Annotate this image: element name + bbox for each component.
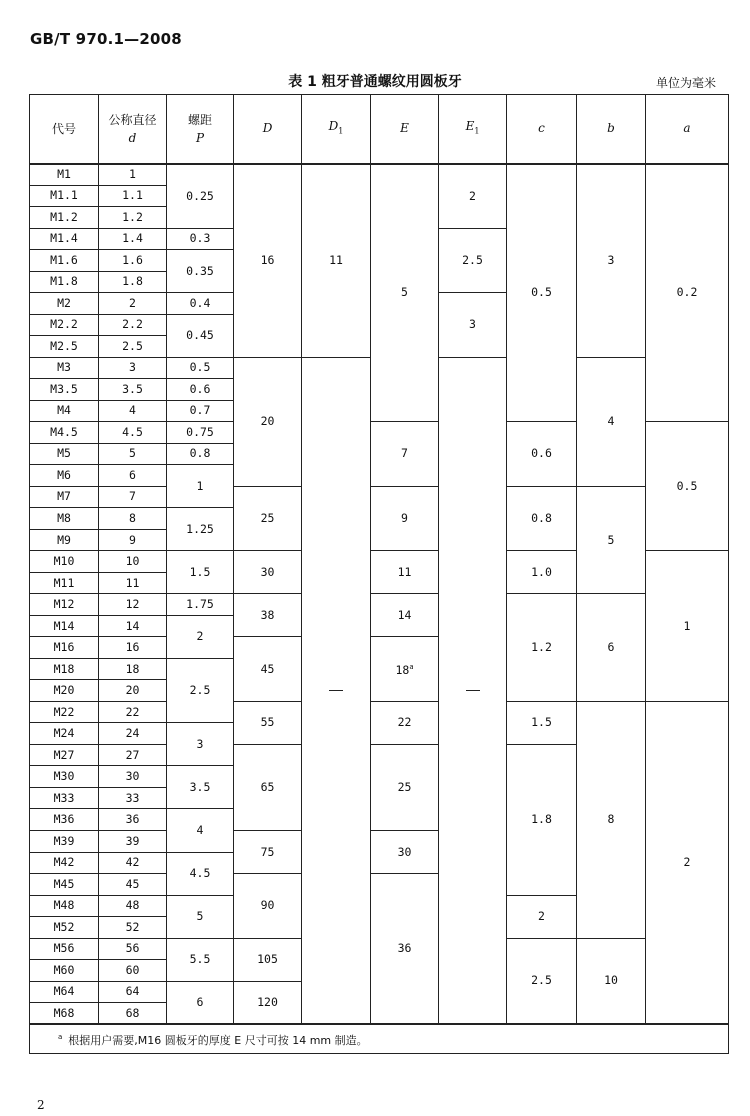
cell-P [167,314,234,357]
cell-nominal-diameter: 4 [99,400,167,422]
cell-code: M56 [30,938,99,960]
table-row [30,701,729,723]
cell-code: M14 [30,615,99,637]
cell-value: 1 [196,478,204,493]
cell-P [167,895,234,938]
cell-E1 [439,293,507,358]
cell-nominal-diameter: 14 [99,615,167,637]
cell-P [167,400,234,422]
cell-D [234,164,302,358]
cell-c [507,701,577,744]
cell-code: M52 [30,917,99,939]
cell-D1 [302,357,371,1024]
cell-value: 0.5 [676,478,698,493]
cell-value: 1.5 [189,564,211,579]
cell-D [234,357,302,486]
cell-code: M60 [30,960,99,982]
cell-code: M12 [30,594,99,616]
cell-value: 4 [196,822,204,837]
cell-E1 [439,357,507,1024]
cell-nominal-diameter: 30 [99,766,167,788]
cell-value: 0.25 [186,188,214,203]
cell-P [167,766,234,809]
cell-code: M22 [30,701,99,723]
cell-b [577,486,646,594]
cell-value: 1.2 [531,640,552,655]
col-header-E: E [371,95,439,164]
cell-code: M4 [30,400,99,422]
cell-code: M1.4 [30,228,99,250]
cell-value: 11 [397,564,412,579]
cell-value: 22 [397,715,412,730]
cell-c [507,551,577,594]
cell-value: 0.5 [531,285,552,300]
cell-code: M5 [30,443,99,465]
cell-nominal-diameter: 64 [99,981,167,1003]
cell-code: M10 [30,551,99,573]
cell-nominal-diameter: 36 [99,809,167,831]
cell-P [167,551,234,594]
table-row [30,594,729,616]
cell-value: 0.35 [186,263,214,278]
cell-nominal-diameter: 6 [99,465,167,487]
cell-code: M33 [30,787,99,809]
cell-nominal-diameter: 11 [99,572,167,594]
cell-value: 11 [329,253,343,268]
cell-nominal-diameter: 1.4 [99,228,167,250]
cell-code: M68 [30,1003,99,1025]
cell-nominal-diameter: 7 [99,486,167,508]
cell-E [371,744,439,830]
cell-value: 14 [397,607,412,622]
cell-value: 2 [683,855,691,869]
cell-nominal-diameter: 4.5 [99,422,167,444]
cell-D [234,830,302,873]
cell-P [167,293,234,315]
cell-P [167,938,234,981]
cell-value: 2 [469,188,476,203]
cell-P [167,250,234,293]
cell-value: 0.3 [189,231,211,246]
cell-code: M3 [30,357,99,379]
footnote-text: 根据用户需要,M16 圆板牙的厚度 E 尺寸可按 14 mm 制造。 [68,1033,368,1047]
footnote-marker: a [409,663,414,672]
cell-value: 90 [260,898,275,913]
cell-value: 25 [397,779,412,794]
table-title: 表 1 粗牙普通螺纹用圆板牙 [288,74,462,90]
cell-value: 1.25 [186,521,214,536]
cell-value: 0.45 [186,328,214,343]
cell-nominal-diameter: 16 [99,637,167,659]
dash-mark [466,690,480,691]
cell-code: M4.5 [30,422,99,444]
cell-P [167,658,234,723]
cell-code: M27 [30,744,99,766]
cell-c [507,486,577,551]
col-header-D1: $D_1$ [302,95,371,164]
cell-code: M8 [30,508,99,530]
cell-value: 1.0 [531,564,552,579]
cell-b [577,594,646,702]
col-header-b: b [577,95,646,164]
cell-P [167,594,234,616]
col-header-nominal-diameter: 公称直径 d [99,95,167,164]
table-row [30,486,729,508]
cell-D [234,594,302,637]
cell-code: M2.2 [30,314,99,336]
cell-nominal-diameter: 52 [99,917,167,939]
cell-value: 6 [607,640,615,655]
cell-code: M20 [30,680,99,702]
cell-value: 45 [260,661,275,676]
cell-value: 105 [257,952,278,967]
col-header-code: 代号 [30,95,99,164]
cell-nominal-diameter: 1.6 [99,250,167,272]
cell-value: 2.5 [531,973,552,988]
cell-value: 9 [401,511,408,525]
cell-value: 75 [260,844,275,859]
cell-code: M42 [30,852,99,874]
cell-nominal-diameter: 3.5 [99,379,167,401]
cell-value: 5 [196,909,204,924]
cell-a [646,701,729,1024]
cell-value: 2.5 [462,252,483,267]
unit-note: 单位为毫米 [655,76,716,90]
cell-value: 2 [196,629,204,644]
cell-nominal-diameter: 27 [99,744,167,766]
cell-nominal-diameter: 9 [99,529,167,551]
cell-value: 5 [401,285,408,300]
cell-nominal-diameter: 5 [99,443,167,465]
cell-nominal-diameter: 45 [99,874,167,896]
cell-value: 1 [683,618,691,633]
header-row [30,95,729,164]
cell-value: 3.5 [189,779,211,794]
cell-E [371,164,439,422]
table-row [30,164,729,186]
cell-P [167,615,234,658]
cell-nominal-diameter: 8 [99,508,167,530]
cell-value: 3 [469,317,476,332]
cell-value: 1.75 [186,597,214,612]
cell-code: M1.8 [30,271,99,293]
cell-nominal-diameter: 39 [99,830,167,852]
cell-value: 0.7 [189,403,211,418]
cell-value: 36 [397,941,412,956]
cell-c [507,164,577,422]
cell-E [371,551,439,594]
cell-code: M39 [30,830,99,852]
cell-E [371,874,439,1025]
footnote-marker: a [58,1033,63,1042]
cell-value: 120 [257,994,278,1009]
cell-E [371,422,439,487]
die-spec-table [29,94,729,1054]
cell-value: 55 [260,715,275,730]
cell-E [371,830,439,873]
cell-a [646,422,729,551]
cell-nominal-diameter: 1.1 [99,185,167,207]
cell-b [577,357,646,486]
cell-code: M7 [30,486,99,508]
cell-P [167,379,234,401]
cell-code: M11 [30,572,99,594]
cell-code: M30 [30,766,99,788]
cell-value: 7 [401,446,408,461]
cell-P [167,443,234,465]
cell-value: 16 [260,253,275,268]
cell-value: 0.8 [189,446,211,461]
cell-P [167,723,234,766]
cell-nominal-diameter: 20 [99,680,167,702]
cell-code: M1.2 [30,207,99,229]
cell-a [646,551,729,702]
standard-code: GB/T 970.1—2008 [30,30,182,48]
cell-code: M18 [30,658,99,680]
cell-value: 0.5 [189,360,211,375]
col-header-E1: $E_1$ [439,95,507,164]
cell-b [577,164,646,358]
cell-D1 [302,164,371,358]
cell-code: M16 [30,637,99,659]
cell-code: M6 [30,465,99,487]
cell-D [234,938,302,981]
cell-value: 38 [260,607,275,622]
cell-a [646,164,729,422]
cell-nominal-diameter: 48 [99,895,167,917]
cell-D [234,551,302,594]
cell-nominal-diameter: 1 [99,164,167,186]
cell-value: 4 [607,414,615,429]
cell-P [167,809,234,852]
footnote-row [30,1024,729,1053]
col-header-c: c [507,95,577,164]
cell-code: M1.1 [30,185,99,207]
cell-c [507,895,577,938]
cell-value: 0.6 [531,446,552,461]
cell-D [234,486,302,551]
cell-nominal-diameter: 18 [99,658,167,680]
cell-nominal-diameter: 2 [99,293,167,315]
cell-code: M1 [30,164,99,186]
cell-P [167,164,234,229]
cell-P [167,228,234,250]
cell-value: 0.2 [676,285,698,300]
cell-nominal-diameter: 60 [99,960,167,982]
cell-value: 30 [397,844,412,859]
cell-nominal-diameter: 24 [99,723,167,745]
cell-nominal-diameter: 2.5 [99,336,167,358]
cell-value: 18 [395,663,410,678]
cell-value: 5 [607,532,615,547]
cell-nominal-diameter: 56 [99,938,167,960]
page-number: 2 [37,1098,45,1112]
cell-P [167,465,234,508]
col-header-pitch: 螺距 P [167,95,234,164]
cell-D [234,701,302,744]
table-body [30,164,729,1054]
cell-E1 [439,228,507,293]
cell-value: 2 [538,909,545,924]
cell-nominal-diameter: 42 [99,852,167,874]
cell-D [234,744,302,830]
cell-value: 1.5 [531,715,552,730]
cell-value: 4.5 [189,866,211,881]
cell-c [507,744,577,895]
cell-b [577,938,646,1024]
cell-E [371,486,439,551]
cell-c [507,938,577,1024]
cell-value: 65 [260,779,275,794]
cell-code: M36 [30,809,99,831]
cell-D [234,981,302,1024]
cell-value: 8 [607,812,615,827]
cell-nominal-diameter: 2.2 [99,314,167,336]
cell-nominal-diameter: 1.8 [99,271,167,293]
footnote [30,1024,729,1053]
cell-value: 3 [196,736,204,751]
cell-nominal-diameter: 68 [99,1003,167,1025]
cell-P [167,357,234,379]
cell-value: 0.4 [189,295,211,310]
cell-P [167,508,234,551]
cell-code: M1.6 [30,250,99,272]
cell-value: 3 [607,253,615,268]
cell-code: M45 [30,874,99,896]
cell-value: 0.75 [186,424,214,439]
cell-value: 0.6 [189,381,211,396]
cell-value: 10 [604,973,618,988]
cell-code: M64 [30,981,99,1003]
col-header-D: D [234,95,302,164]
dash-mark [329,690,343,691]
cell-nominal-diameter: 22 [99,701,167,723]
cell-E [371,594,439,637]
cell-D [234,637,302,702]
cell-P [167,422,234,444]
cell-value: 25 [260,511,275,525]
cell-P [167,981,234,1024]
cell-nominal-diameter: 12 [99,594,167,616]
cell-value: 0.8 [531,511,552,525]
cell-code: M2.5 [30,336,99,358]
cell-nominal-diameter: 3 [99,357,167,379]
cell-E [371,637,439,702]
cell-E1 [439,164,507,229]
cell-value: 5.5 [189,952,211,967]
cell-value: 30 [260,564,275,579]
col-header-a: a [646,95,729,164]
cell-b [577,701,646,938]
cell-D [234,874,302,939]
cell-value: 2.5 [189,683,211,698]
cell-c [507,422,577,487]
cell-nominal-diameter: 33 [99,787,167,809]
cell-c [507,594,577,702]
cell-code: M2 [30,293,99,315]
cell-code: M24 [30,723,99,745]
cell-value: 6 [196,994,204,1009]
cell-code: M48 [30,895,99,917]
cell-nominal-diameter: 1.2 [99,207,167,229]
cell-code: M3.5 [30,379,99,401]
cell-nominal-diameter: 10 [99,551,167,573]
cell-E [371,701,439,744]
cell-code: M9 [30,529,99,551]
cell-value: 1.8 [531,812,552,827]
cell-P [167,852,234,895]
cell-value: 20 [260,414,275,429]
